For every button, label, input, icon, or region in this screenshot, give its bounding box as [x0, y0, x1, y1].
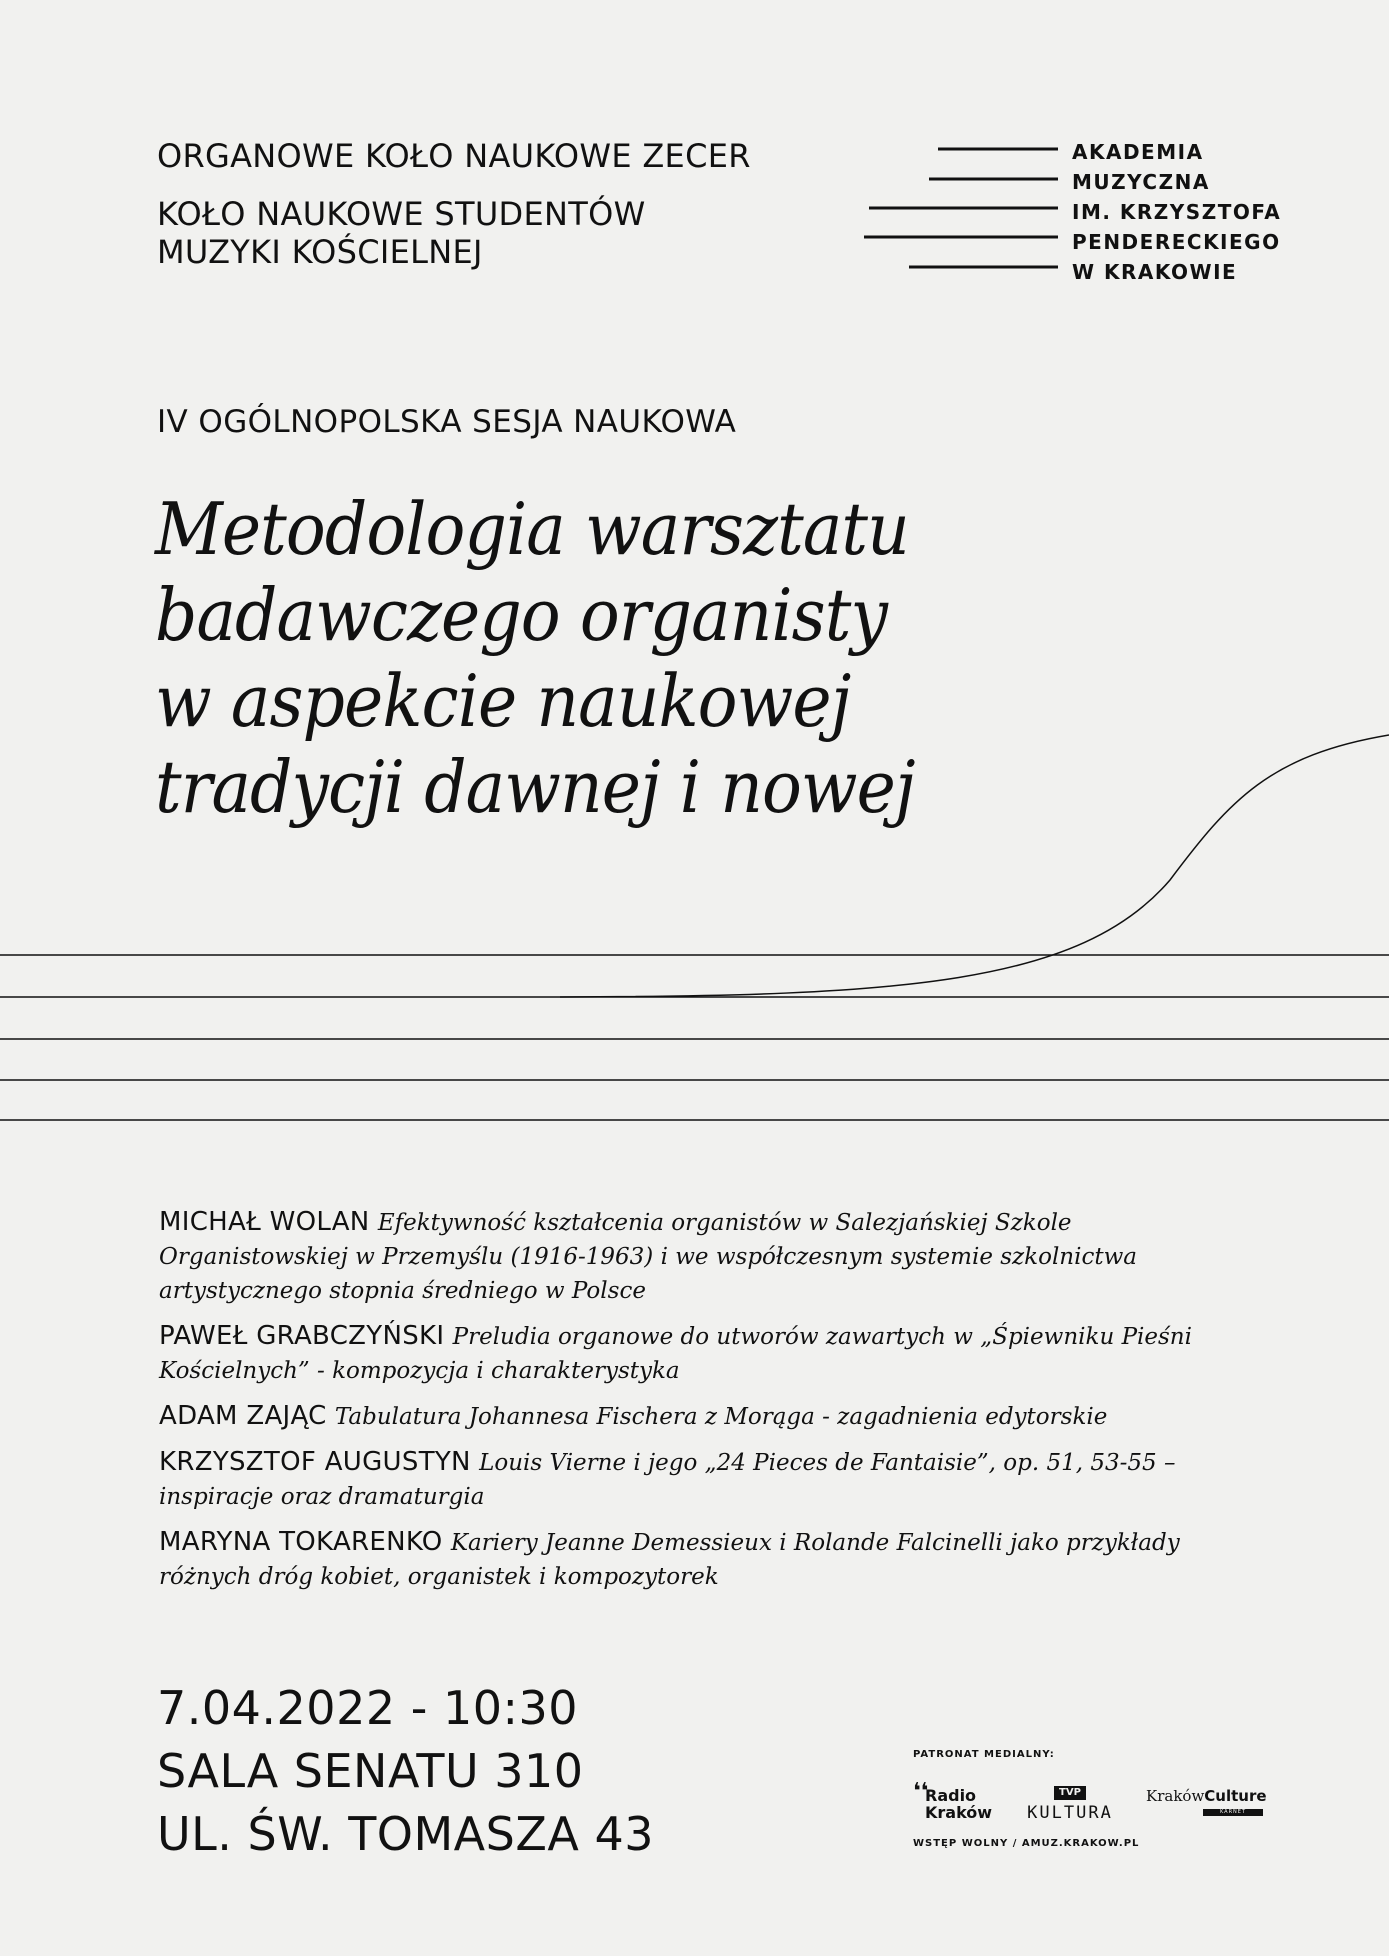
speaker-name: PAWEŁ GRABCZYŃSKI [159, 1321, 445, 1351]
radio-krakow-logo [913, 1779, 1003, 1822]
media-patronage-label: PATRONAT MEDIALNY: [913, 1749, 1055, 1760]
radio-logo-line2: Kraków [925, 1803, 993, 1822]
title-line-4: tradycji dawnej i nowej [155, 745, 915, 829]
karnet-badge: KARNET [1203, 1809, 1263, 1816]
speaker-name: MARYNA TOKARENKO [159, 1527, 443, 1557]
krakow-culture-text: Culture [1204, 1787, 1267, 1805]
event-room: SALA SENATU 310 [157, 1744, 584, 1798]
speaker-entry [159, 1206, 1239, 1308]
krakow-culture-logo [1146, 1787, 1276, 1817]
tvp-kultura-logo [1025, 1780, 1115, 1826]
speaker-work: Louis Vierne i jego „24 Pieces de Fantaisie”, op. 51, 53-55 – inspiracje oraz dramaturgia [159, 1450, 1176, 1510]
speaker-entry [159, 1446, 1239, 1514]
speaker-name: MICHAŁ WOLAN [159, 1207, 370, 1237]
event-details [157, 1677, 654, 1866]
speaker-entry [159, 1400, 1239, 1434]
radio-quote-icon: ❛❛ [913, 1779, 929, 1804]
speaker-work: Preludia organowe do utworów zawartych w „Śpiewniku Pieśni Kościelnych” - kompozycja i charakterystyka [159, 1324, 1192, 1384]
speaker-work: Kariery Jeanne Demessieux i Rolande Falcinelli jako przykłady różnych dróg kobiet, organistek i kompozytorek [159, 1530, 1180, 1590]
session-heading: IV OGÓLNOPOLSKA SESJA NAUKOWA [157, 404, 737, 440]
tvp-box: TVP [1054, 1786, 1086, 1800]
speaker-entry [159, 1320, 1239, 1388]
krakow-city-text: Kraków [1146, 1787, 1205, 1805]
speakers-list [159, 1206, 1239, 1606]
staff-curve [560, 735, 1389, 997]
event-datetime: 7.04.2022 - 10:30 [157, 1681, 579, 1735]
speaker-name: KRZYSZTOF AUGUSTYN [159, 1447, 471, 1477]
title-line-3: w aspekcie naukowej [155, 659, 851, 743]
footer-info[interactable]: WSTĘP WOLNY / AMUZ.KRAKOW.PL [913, 1838, 1140, 1849]
academy-line-muzyczna: MUZYCZNA [1072, 170, 1210, 194]
organizer-students-line2: MUZYKI KOŚCIELNEJ [157, 233, 483, 271]
event-address: UL. ŚW. TOMASZA 43 [157, 1807, 654, 1861]
organizer-students-line1: KOŁO NAUKOWE STUDENTÓW [157, 195, 646, 233]
speaker-name: ADAM ZAJĄC [159, 1401, 327, 1431]
speaker-work: Efektywność kształcenia organistów w Salezjańskiej Szkole Organistowskiej w Przemyślu (1916-1963) i we współczesnym systemie szkolnictwa artystycznego stopnia średniego w Polsce [159, 1210, 1137, 1304]
organizer-zecer: ORGANOWE KOŁO NAUKOWE ZECER [157, 137, 751, 175]
academy-line-pendereckiego: PENDERECKIEGO [1072, 230, 1281, 254]
speaker-work: Tabulatura Johannesa Fischera z Morąga - zagadnienia edytorskie [334, 1404, 1108, 1430]
academy-line-krzysztofa: IM. KRZYSZTOFA [1072, 200, 1282, 224]
title-line-1: Metodologia warsztatu [155, 487, 909, 571]
tvp-kultura-text: KULTURA [1027, 1803, 1113, 1823]
radio-logo-line1: Radio [925, 1786, 977, 1805]
speaker-entry [159, 1526, 1239, 1594]
academy-line-krakowie: W KRAKOWIE [1072, 260, 1238, 284]
academy-line-akademia: AKADEMIA [1072, 140, 1204, 164]
title-line-2: badawczego organisty [155, 573, 887, 657]
